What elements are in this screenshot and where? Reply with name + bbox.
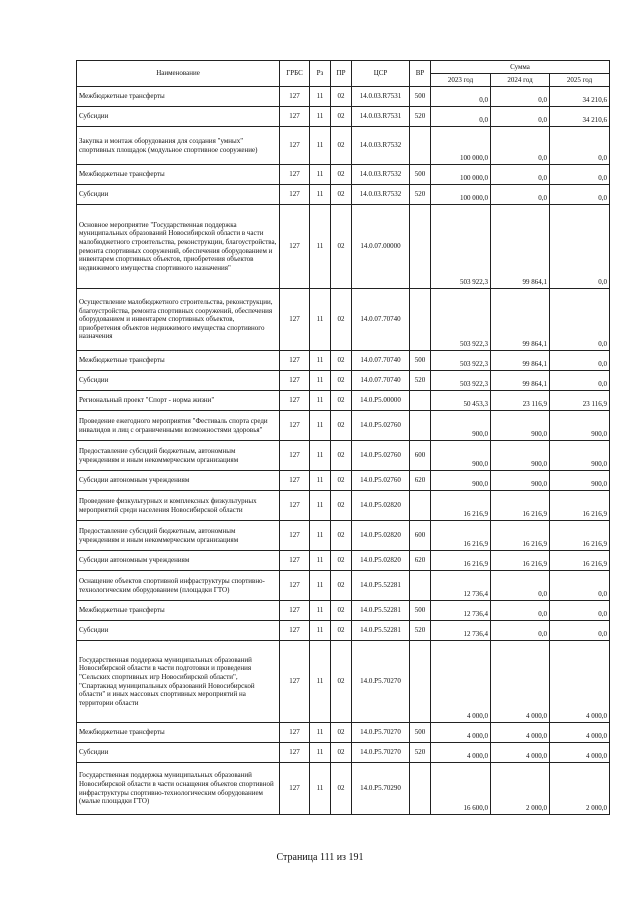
header-grbs: ГРБС	[280, 61, 310, 87]
row-vr: 600	[410, 521, 431, 551]
row-sum-2024: 0,0	[491, 621, 550, 641]
header-year-2025: 2025 год	[550, 74, 610, 87]
table-row	[77, 107, 610, 127]
row-name: Региональный проект "Спорт - норма жизни"	[77, 391, 280, 411]
row-vr: 620	[410, 551, 431, 571]
row-name: Межбюджетные трансферты	[77, 601, 280, 621]
row-grbs: 127	[280, 185, 310, 205]
row-pr: 02	[331, 411, 352, 441]
row-sum-2025: 0,0	[550, 165, 610, 185]
row-sum-2025: 4 000,0	[550, 723, 610, 743]
row-vr	[410, 571, 431, 601]
row-pr: 02	[331, 551, 352, 571]
row-vr	[410, 411, 431, 441]
row-sum-2024: 99 864,1	[491, 289, 550, 351]
row-sum-2024: 0,0	[491, 127, 550, 165]
row-name: Субсидии	[77, 371, 280, 391]
row-pr: 02	[331, 351, 352, 371]
row-name: Предоставление субсидий бюджетным, автономным учреждениям и иным некоммерческим организациям	[77, 441, 280, 471]
row-csr: 14.0.07.00000	[352, 205, 410, 289]
row-csr: 14.0.03.R7532	[352, 165, 410, 185]
header-year-2024: 2024 год	[491, 74, 550, 87]
row-sum-2025: 4 000,0	[550, 641, 610, 723]
row-sum-2023: 0,0	[431, 87, 491, 107]
row-pr: 02	[331, 491, 352, 521]
table-row	[77, 185, 610, 205]
row-sum-2024: 0,0	[491, 87, 550, 107]
row-rz: 11	[310, 743, 331, 763]
row-sum-2024: 16 216,9	[491, 521, 550, 551]
row-name: Осуществление малобюджетного строительства, реконструкции, благоустройства, ремонта спортивных сооружений, обеспечения оборудованием и инвентарем спортивных объектов, приобретения объектов недвижимого имущества спортивного назначения	[77, 289, 280, 351]
row-pr: 02	[331, 107, 352, 127]
row-sum-2025: 34 210,6	[550, 107, 610, 127]
row-sum-2023: 16 216,9	[431, 491, 491, 521]
row-sum-2025: 900,0	[550, 411, 610, 441]
row-vr	[410, 289, 431, 351]
row-sum-2025: 900,0	[550, 471, 610, 491]
row-name: Субсидии	[77, 107, 280, 127]
row-vr: 500	[410, 87, 431, 107]
table-row	[77, 551, 610, 571]
row-csr: 14.0.P5.70290	[352, 763, 410, 815]
row-csr: 14.0.P5.02760	[352, 471, 410, 491]
row-vr: 500	[410, 723, 431, 743]
row-vr: 520	[410, 743, 431, 763]
row-rz: 11	[310, 551, 331, 571]
row-csr: 14.0.07.70740	[352, 351, 410, 371]
row-sum-2025: 34 210,6	[550, 87, 610, 107]
row-grbs: 127	[280, 551, 310, 571]
row-sum-2024: 0,0	[491, 601, 550, 621]
row-sum-2023: 50 453,3	[431, 391, 491, 411]
row-name: Проведение ежегодного мероприятия "Фестиваль спорта среди инвалидов и лиц с ограниченными возможностями здоровья"	[77, 411, 280, 441]
table-row	[77, 127, 610, 165]
row-grbs: 127	[280, 743, 310, 763]
row-grbs: 127	[280, 491, 310, 521]
row-sum-2025: 0,0	[550, 571, 610, 601]
row-name: Оснащение объектов спортивной инфраструктуры спортивно-технологическим оборудованием (площадки ГТО)	[77, 571, 280, 601]
row-sum-2023: 100 000,0	[431, 165, 491, 185]
row-pr: 02	[331, 471, 352, 491]
row-pr: 02	[331, 87, 352, 107]
row-sum-2025: 0,0	[550, 289, 610, 351]
row-rz: 11	[310, 391, 331, 411]
row-pr: 02	[331, 601, 352, 621]
row-pr: 02	[331, 371, 352, 391]
row-sum-2023: 12 736,4	[431, 571, 491, 601]
table-row	[77, 521, 610, 551]
row-sum-2025: 4 000,0	[550, 743, 610, 763]
row-rz: 11	[310, 127, 331, 165]
row-sum-2025: 0,0	[550, 205, 610, 289]
row-sum-2023: 4 000,0	[431, 743, 491, 763]
table-row	[77, 491, 610, 521]
row-vr: 620	[410, 471, 431, 491]
row-sum-2025: 16 216,9	[550, 491, 610, 521]
table-row	[77, 471, 610, 491]
row-sum-2023: 900,0	[431, 441, 491, 471]
header-name: Наименование	[77, 61, 280, 87]
row-name: Межбюджетные трансферты	[77, 87, 280, 107]
row-sum-2023: 4 000,0	[431, 723, 491, 743]
row-vr	[410, 641, 431, 723]
row-grbs: 127	[280, 571, 310, 601]
row-sum-2025: 0,0	[550, 127, 610, 165]
row-csr: 14.0.03.R7531	[352, 107, 410, 127]
row-sum-2025: 16 216,9	[550, 551, 610, 571]
row-vr	[410, 205, 431, 289]
row-pr: 02	[331, 641, 352, 723]
row-name: Субсидии автономным учреждениям	[77, 551, 280, 571]
row-pr: 02	[331, 521, 352, 551]
row-sum-2023: 12 736,4	[431, 621, 491, 641]
row-sum-2024: 900,0	[491, 471, 550, 491]
row-sum-2024: 2 000,0	[491, 763, 550, 815]
table-row	[77, 763, 610, 815]
row-rz: 11	[310, 411, 331, 441]
row-rz: 11	[310, 107, 331, 127]
row-csr: 14.0.03.R7531	[352, 87, 410, 107]
row-rz: 11	[310, 289, 331, 351]
row-vr: 520	[410, 621, 431, 641]
row-name: Межбюджетные трансферты	[77, 165, 280, 185]
row-vr	[410, 391, 431, 411]
row-name: Основное мероприятие "Государственная поддержка муниципальных образований Новосибирской области в части малобюджетного строительства, реконструкции, благоустройства, ремонта спортивных сооружений, обеспечения оборудованием и инвентарем спортивных объектов, приобретения объектов недвижимого имущества спортивного назначения"	[77, 205, 280, 289]
row-pr: 02	[331, 205, 352, 289]
row-sum-2023: 16 216,9	[431, 521, 491, 551]
row-grbs: 127	[280, 601, 310, 621]
row-sum-2023: 16 216,9	[431, 551, 491, 571]
row-pr: 02	[331, 441, 352, 471]
row-name: Государственная поддержка муниципальных образований Новосибирской области в части подготовки и проведения "Сельских спортивных игр Новосибирской области", "Спартакиад муниципальных образований Новосибирской области" и иных массовых спортивных мероприятий на территории области	[77, 641, 280, 723]
row-vr	[410, 763, 431, 815]
row-name: Предоставление субсидий бюджетным, автономным учреждениям и иным некоммерческим организациям	[77, 521, 280, 551]
row-sum-2025: 23 116,9	[550, 391, 610, 411]
budget-table	[76, 60, 610, 815]
row-vr: 600	[410, 441, 431, 471]
row-sum-2023: 503 922,3	[431, 205, 491, 289]
row-sum-2025: 0,0	[550, 185, 610, 205]
row-pr: 02	[331, 763, 352, 815]
row-rz: 11	[310, 521, 331, 551]
row-rz: 11	[310, 185, 331, 205]
row-vr: 500	[410, 351, 431, 371]
table-row	[77, 87, 610, 107]
row-sum-2023: 100 000,0	[431, 127, 491, 165]
row-sum-2024: 0,0	[491, 165, 550, 185]
table-row	[77, 723, 610, 743]
row-grbs: 127	[280, 165, 310, 185]
row-pr: 02	[331, 723, 352, 743]
row-csr: 14.0.P5.02820	[352, 491, 410, 521]
row-sum-2024: 16 216,9	[491, 491, 550, 521]
row-sum-2025: 0,0	[550, 621, 610, 641]
row-grbs: 127	[280, 723, 310, 743]
table-row	[77, 441, 610, 471]
table-row	[77, 371, 610, 391]
row-grbs: 127	[280, 471, 310, 491]
row-sum-2023: 12 736,4	[431, 601, 491, 621]
row-rz: 11	[310, 351, 331, 371]
row-sum-2024: 99 864,1	[491, 371, 550, 391]
row-rz: 11	[310, 763, 331, 815]
row-rz: 11	[310, 371, 331, 391]
row-csr: 14.0.P5.02820	[352, 551, 410, 571]
row-sum-2023: 16 600,0	[431, 763, 491, 815]
row-pr: 02	[331, 391, 352, 411]
row-name: Закупка и монтаж оборудования для создания "умных" спортивных площадок (модульное спортивное сооружение)	[77, 127, 280, 165]
table-row	[77, 289, 610, 351]
row-sum-2024: 900,0	[491, 411, 550, 441]
row-grbs: 127	[280, 87, 310, 107]
row-rz: 11	[310, 441, 331, 471]
row-grbs: 127	[280, 441, 310, 471]
table-row	[77, 411, 610, 441]
row-rz: 11	[310, 601, 331, 621]
row-rz: 11	[310, 641, 331, 723]
row-sum-2023: 4 000,0	[431, 641, 491, 723]
row-name: Проведение физкультурных и комплексных физкультурных мероприятий среди населения Новосибирской области	[77, 491, 280, 521]
row-sum-2023: 900,0	[431, 471, 491, 491]
row-name: Субсидии	[77, 185, 280, 205]
row-csr: 14.0.03.R7532	[352, 185, 410, 205]
row-csr: 14.0.P5.02820	[352, 521, 410, 551]
row-pr: 02	[331, 289, 352, 351]
row-sum-2025: 16 216,9	[550, 521, 610, 551]
row-name: Межбюджетные трансферты	[77, 723, 280, 743]
row-name: Государственная поддержка муниципальных образований Новосибирской области в части оснащения объектов спортивной инфраструктуры спортивно-технологическим оборудованием (малые площадки ГТО)	[77, 763, 280, 815]
header-rz: Рз	[310, 61, 331, 87]
row-name: Субсидии автономным учреждениям	[77, 471, 280, 491]
row-csr: 14.0.P5.00000	[352, 391, 410, 411]
row-rz: 11	[310, 471, 331, 491]
row-rz: 11	[310, 87, 331, 107]
row-grbs: 127	[280, 411, 310, 441]
row-sum-2023: 503 922,3	[431, 351, 491, 371]
row-name: Субсидии	[77, 743, 280, 763]
row-sum-2024: 99 864,1	[491, 351, 550, 371]
row-rz: 11	[310, 491, 331, 521]
row-pr: 02	[331, 127, 352, 165]
table-row	[77, 391, 610, 411]
table-row	[77, 351, 610, 371]
row-grbs: 127	[280, 621, 310, 641]
table-row	[77, 165, 610, 185]
row-sum-2024: 23 116,9	[491, 391, 550, 411]
page-footer: Страница 111 из 191	[276, 852, 364, 863]
row-csr: 14.0.P5.70270	[352, 723, 410, 743]
row-sum-2024: 0,0	[491, 571, 550, 601]
row-grbs: 127	[280, 289, 310, 351]
row-csr: 14.0.P5.70270	[352, 641, 410, 723]
row-sum-2023: 0,0	[431, 107, 491, 127]
row-vr: 520	[410, 185, 431, 205]
row-sum-2023: 503 922,3	[431, 289, 491, 351]
row-vr: 520	[410, 371, 431, 391]
row-csr: 14.0.P5.02760	[352, 441, 410, 471]
row-grbs: 127	[280, 351, 310, 371]
row-csr: 14.0.P5.52281	[352, 571, 410, 601]
row-sum-2024: 99 864,1	[491, 205, 550, 289]
row-rz: 11	[310, 571, 331, 601]
row-rz: 11	[310, 205, 331, 289]
row-rz: 11	[310, 621, 331, 641]
row-csr: 14.0.P5.52281	[352, 601, 410, 621]
row-pr: 02	[331, 165, 352, 185]
row-sum-2025: 0,0	[550, 601, 610, 621]
row-rz: 11	[310, 165, 331, 185]
row-csr: 14.0.07.70740	[352, 371, 410, 391]
header-vr: ВР	[410, 61, 431, 87]
row-pr: 02	[331, 743, 352, 763]
row-grbs: 127	[280, 107, 310, 127]
row-vr	[410, 491, 431, 521]
row-grbs: 127	[280, 391, 310, 411]
row-name: Межбюджетные трансферты	[77, 351, 280, 371]
row-pr: 02	[331, 571, 352, 601]
table-row	[77, 743, 610, 763]
row-rz: 11	[310, 723, 331, 743]
row-sum-2025: 900,0	[550, 441, 610, 471]
row-sum-2024: 0,0	[491, 107, 550, 127]
row-sum-2024: 900,0	[491, 441, 550, 471]
row-sum-2023: 100 000,0	[431, 185, 491, 205]
row-csr: 14.0.P5.02760	[352, 411, 410, 441]
table-row	[77, 601, 610, 621]
row-grbs: 127	[280, 521, 310, 551]
row-pr: 02	[331, 185, 352, 205]
table-row	[77, 571, 610, 601]
header-sum: Сумма	[431, 61, 610, 74]
row-sum-2024: 16 216,9	[491, 551, 550, 571]
table-row	[77, 205, 610, 289]
row-sum-2024: 0,0	[491, 185, 550, 205]
row-grbs: 127	[280, 205, 310, 289]
row-csr: 14.0.03.R7532	[352, 127, 410, 165]
row-vr: 500	[410, 601, 431, 621]
header-csr: ЦСР	[352, 61, 410, 87]
table-row	[77, 641, 610, 723]
row-grbs: 127	[280, 763, 310, 815]
row-pr: 02	[331, 621, 352, 641]
row-csr: 14.0.P5.70270	[352, 743, 410, 763]
table-row	[77, 621, 610, 641]
header-pr: ПР	[331, 61, 352, 87]
table-body	[77, 87, 610, 815]
row-csr: 14.0.07.70740	[352, 289, 410, 351]
row-sum-2024: 4 000,0	[491, 723, 550, 743]
row-name: Субсидии	[77, 621, 280, 641]
row-sum-2023: 900,0	[431, 411, 491, 441]
row-sum-2025: 2 000,0	[550, 763, 610, 815]
row-vr	[410, 127, 431, 165]
row-sum-2025: 0,0	[550, 351, 610, 371]
row-sum-2024: 4 000,0	[491, 641, 550, 723]
header-year-2023: 2023 год	[431, 74, 491, 87]
row-grbs: 127	[280, 127, 310, 165]
row-vr: 520	[410, 107, 431, 127]
row-csr: 14.0.P5.52281	[352, 621, 410, 641]
row-sum-2023: 503 922,3	[431, 371, 491, 391]
row-sum-2025: 0,0	[550, 371, 610, 391]
row-grbs: 127	[280, 641, 310, 723]
row-sum-2024: 4 000,0	[491, 743, 550, 763]
row-vr: 500	[410, 165, 431, 185]
row-grbs: 127	[280, 371, 310, 391]
